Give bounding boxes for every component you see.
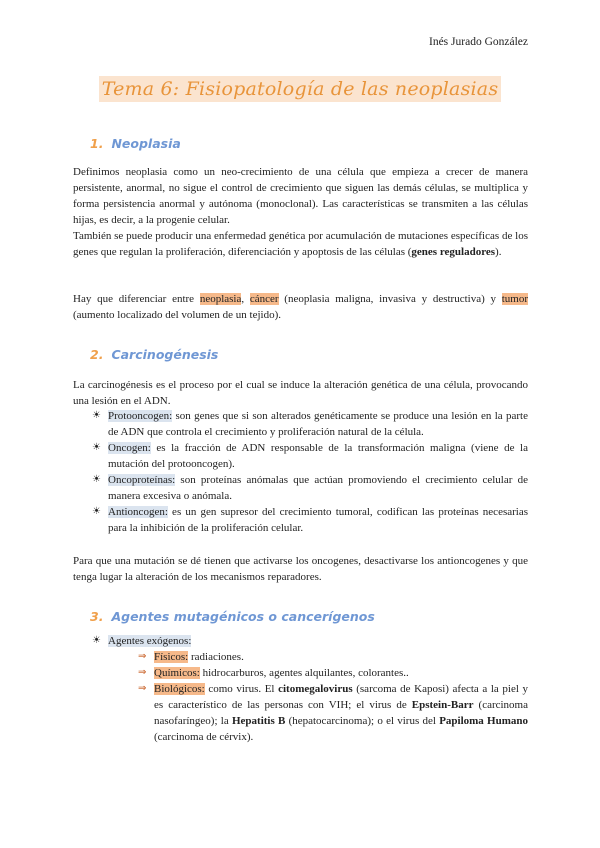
sub-list xyxy=(108,649,528,745)
paragraph xyxy=(73,291,528,323)
paragraph-text: La carcinogénesis es el proceso por el cual se induce la alteración genética de una célula, provocando una lesión en el ADN. xyxy=(73,379,528,407)
section-number: 1. xyxy=(90,136,104,151)
list-item xyxy=(92,504,528,536)
term-text: son genes que si son alterados genéticamente se produce una lesión en la parte de ADN que controla el crecimiento y proliferación natural de la célula. xyxy=(108,410,528,438)
paragraph xyxy=(73,553,528,585)
paragraph xyxy=(73,164,528,260)
term-text: hidrocarburos, agentes alquilantes, colorantes.. xyxy=(199,667,409,679)
term-highlight: Protooncogen: xyxy=(108,410,173,422)
highlight-neoplasia: neoplasia xyxy=(199,293,242,305)
section-title: Agentes mutagénicos o cancerígenos xyxy=(111,609,375,624)
paragraph-text: , xyxy=(241,293,250,305)
term-highlight: Oncoproteínas: xyxy=(108,474,176,486)
author-name: Inés Jurado González xyxy=(429,36,528,48)
paragraph-text: (aumento localizado del volumen de un tejido). xyxy=(73,309,282,321)
highlight-tumor: tumor xyxy=(501,293,529,305)
section-heading-2 xyxy=(90,347,218,362)
list-item xyxy=(92,472,528,504)
section-number: 2. xyxy=(90,347,104,362)
list-item xyxy=(138,665,528,681)
term-text: (hepatocarcinoma); o el virus del xyxy=(285,715,440,727)
agents-list xyxy=(92,633,528,745)
section-heading-1 xyxy=(90,136,181,151)
term-highlight: Agentes exógenos: xyxy=(108,635,192,647)
bold-term: citomegalovirus xyxy=(278,683,353,695)
list-item xyxy=(138,649,528,665)
term-text: (carcinoma de cérvix). xyxy=(154,731,254,743)
term-text: (sarcoma de Kaposi) afecta a la piel y es característico de las personas con VIH; el virus de xyxy=(154,683,528,711)
term-text: como virus. El xyxy=(204,683,279,695)
paragraph-text: ). xyxy=(495,246,502,258)
title-wrap xyxy=(0,76,600,102)
bold-term: Epstein-Barr xyxy=(411,699,474,711)
highlight-cancer: cáncer xyxy=(249,293,279,305)
paragraph xyxy=(73,377,528,409)
bold-term: Papiloma Humano xyxy=(439,715,528,727)
term-highlight: Oncogen: xyxy=(108,442,151,454)
term-list xyxy=(92,408,528,536)
term-highlight: Antioncogen: xyxy=(108,506,168,518)
term-text: es un gen supresor del crecimiento tumoral, codifican las proteínas necesarias para la inhibición de la proliferación celular. xyxy=(108,506,528,534)
term-text: es la fracción de ADN responsable de la transformación maligna (viene de la mutación del protooncogen). xyxy=(108,442,528,470)
sun-bullet-icon: ☀ xyxy=(92,410,101,421)
bold-term: Hepatitis B xyxy=(231,715,286,727)
sun-bullet-icon: ☀ xyxy=(92,474,101,485)
sun-bullet-icon: ☀ xyxy=(92,442,101,453)
section-title: Neoplasia xyxy=(111,136,181,151)
term-highlight: Químicos: xyxy=(154,667,200,679)
paragraph-text: (neoplasia maligna, invasiva y destructiva) y xyxy=(278,293,502,305)
paragraph-text: Hay que diferenciar entre xyxy=(73,293,200,305)
paragraph-text: También se puede producir una enfermedad genética por acumulación de mutaciones específicas de los genes que regulan la proliferación, diferenciación y apoptosis de las células ( xyxy=(73,230,528,258)
term-text: (carcinoma nasofaríngeo); la xyxy=(154,699,528,727)
term-highlight: Físicos: xyxy=(154,651,189,663)
section-title: Carcinogénesis xyxy=(111,347,219,362)
list-item xyxy=(92,633,528,745)
section-heading-3 xyxy=(90,609,375,624)
list-item xyxy=(92,408,528,440)
term-text: radiaciones. xyxy=(188,651,244,663)
sun-bullet-icon: ☀ xyxy=(92,506,101,517)
list-item xyxy=(92,440,528,472)
paragraph-text: Para que una mutación se dé tienen que activarse los oncogenes, desactivarse los antioncogenes y que tenga lugar la alteración de los mecanismos reparadores. xyxy=(73,555,528,583)
arrow-bullet-icon: ⇒ xyxy=(138,651,147,662)
term-highlight: Biológicos: xyxy=(154,683,205,695)
sun-bullet-icon: ☀ xyxy=(92,635,101,646)
list-item xyxy=(138,681,528,745)
arrow-bullet-icon: ⇒ xyxy=(138,683,147,694)
term-text: son proteínas anómalas que actúan promoviendo el crecimiento celular de manera excesiva o anómala. xyxy=(108,474,528,502)
paragraph-text: Definimos neoplasia como un neo-crecimiento de una célula que empieza a crecer de manera persistente, anormal, no sigue el control de crecimiento que siguen las demás células, se multiplica y forma persistencia anormal y autónoma (monoclonal). Las características se transmiten a las células hijas, es decir, a la progenie celular. xyxy=(73,166,528,226)
section-number: 3. xyxy=(90,609,104,624)
arrow-bullet-icon: ⇒ xyxy=(138,667,147,678)
bold-term: genes reguladores xyxy=(411,246,496,258)
page-title: Tema 6: Fisiopatología de las neoplasias xyxy=(99,76,502,102)
